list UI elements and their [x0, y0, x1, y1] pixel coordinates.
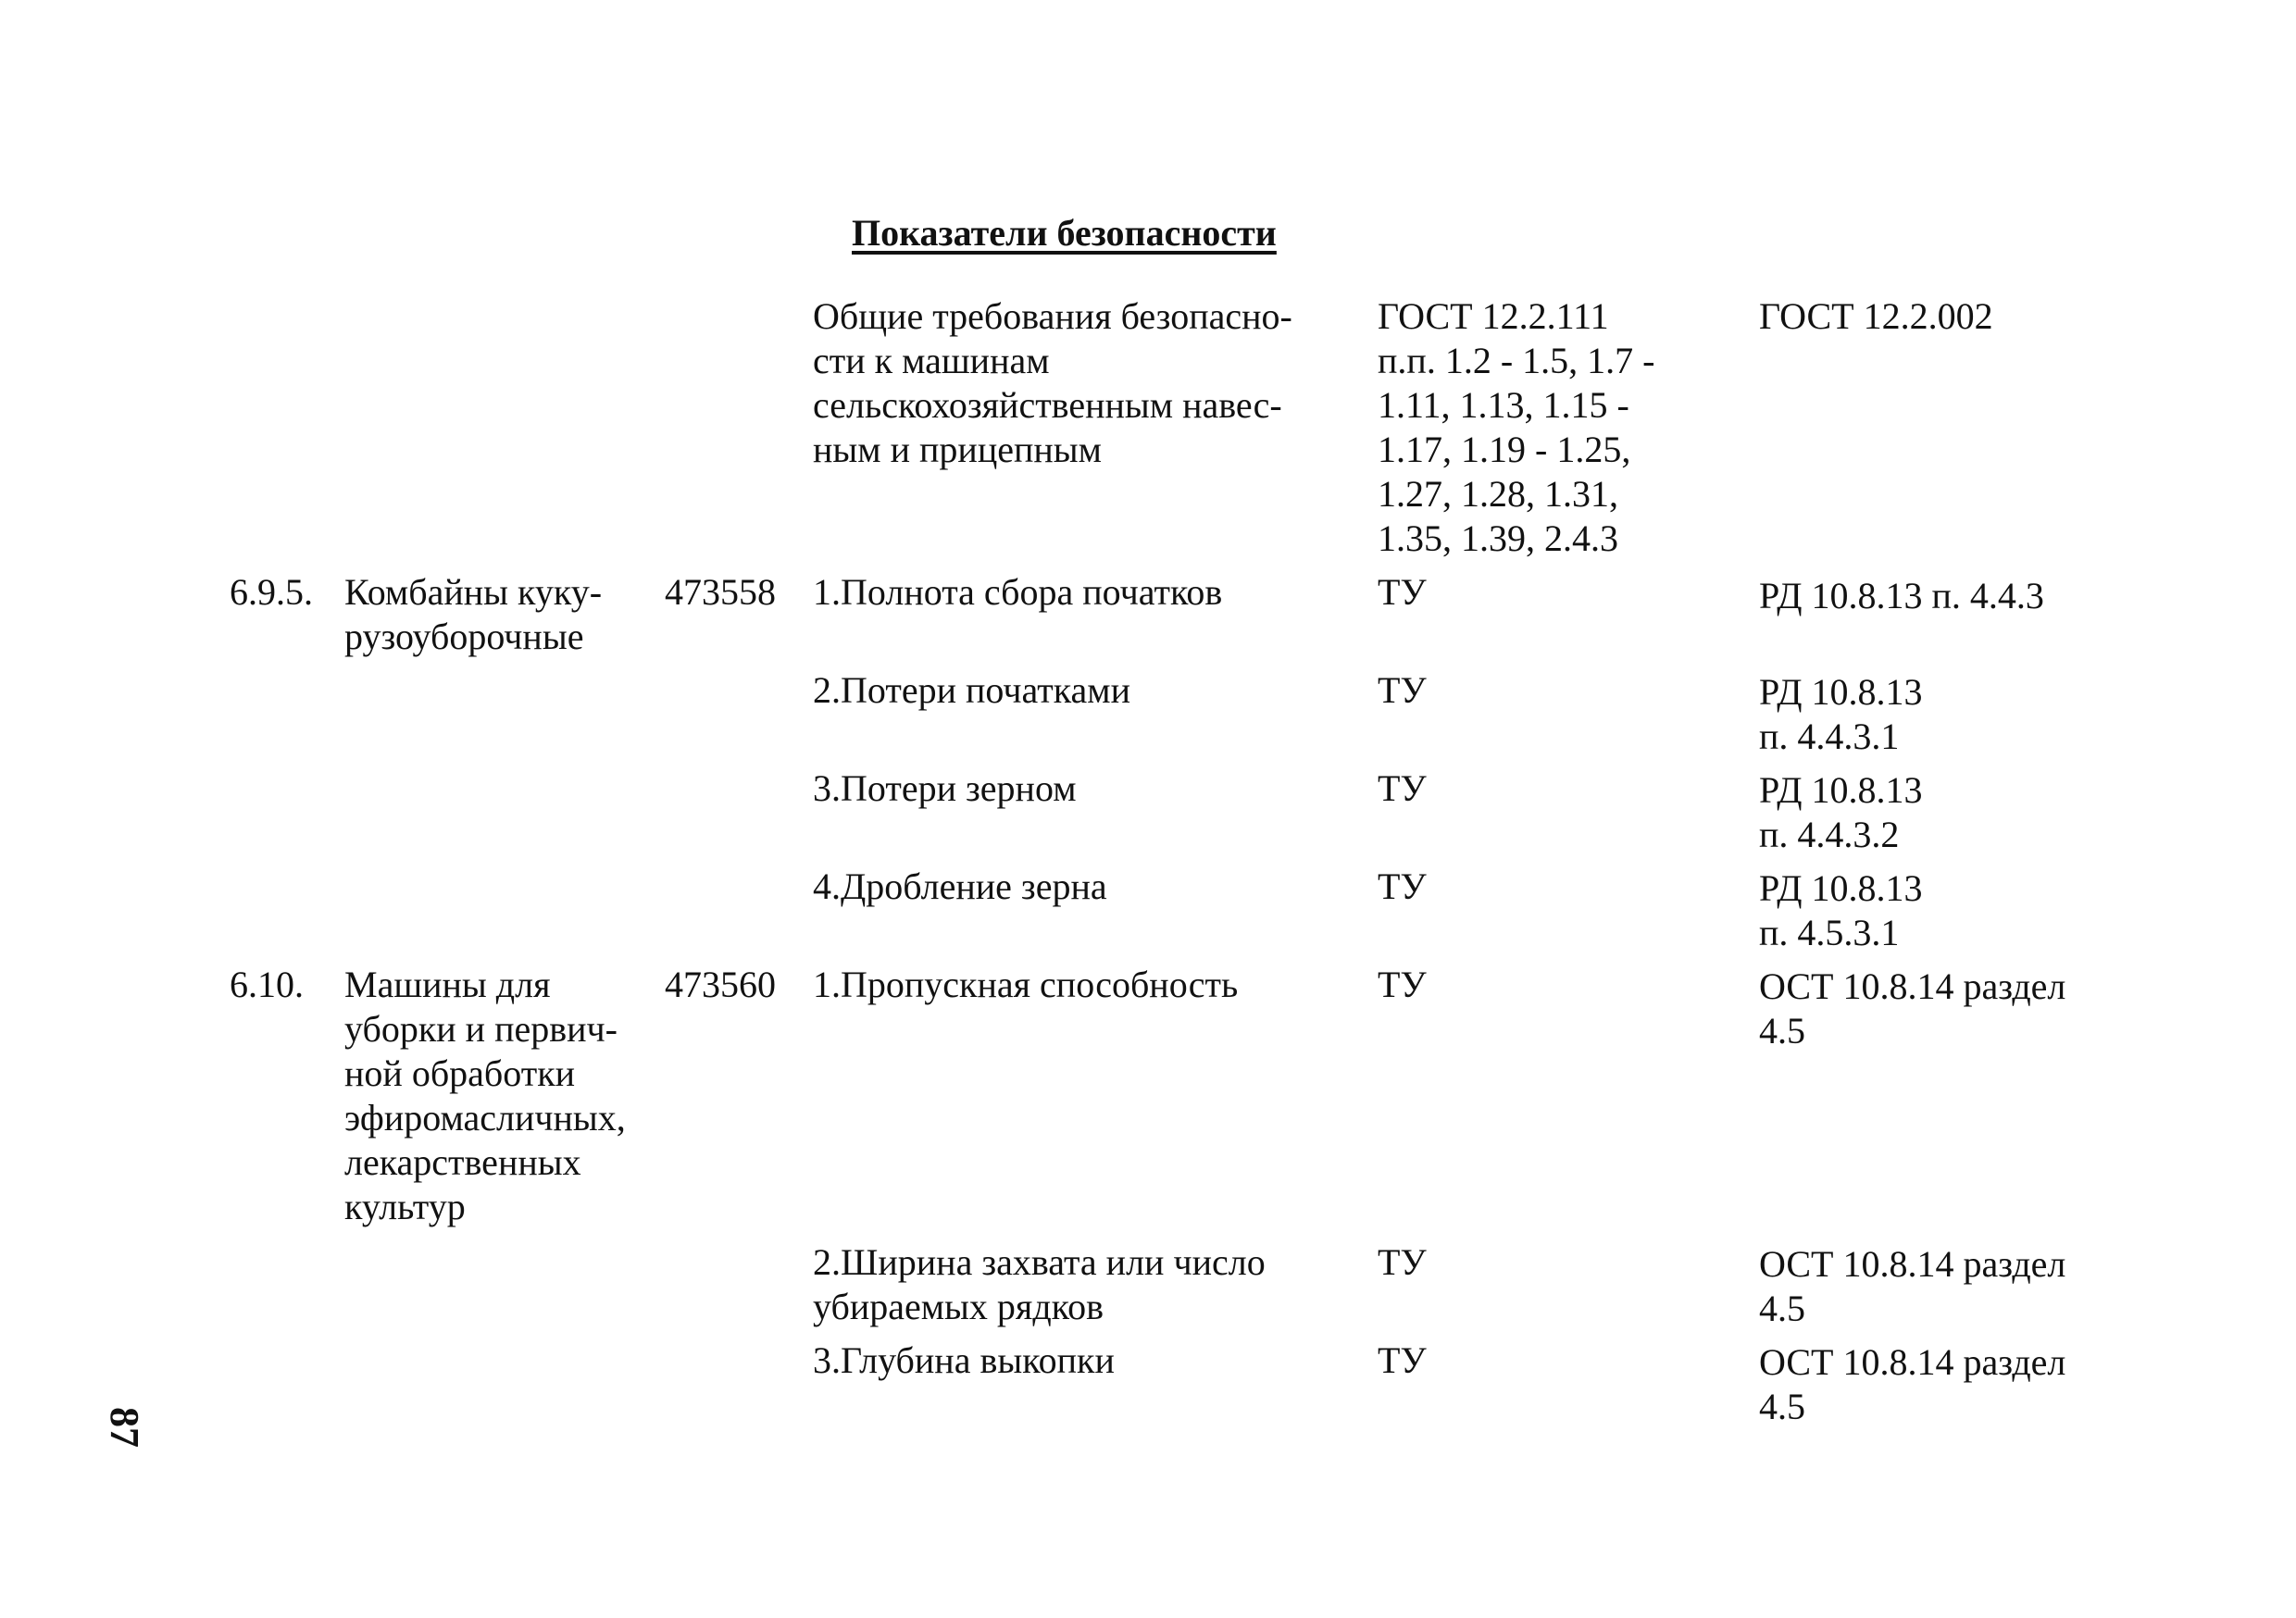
row-method: ОСТ 10.8.14 раздел 4.5 [1759, 965, 2066, 1052]
group-code: 473558 [665, 571, 776, 613]
row-method: ОСТ 10.8.14 раздел 4.5 [1759, 1243, 2066, 1329]
row-norm: ТУ [1378, 669, 1427, 711]
group-code: 473560 [665, 964, 776, 1005]
page-number: 87 [102, 1407, 147, 1448]
row-norm: ТУ [1378, 571, 1427, 613]
row-indicator: 1.Полнота сбора початков [813, 571, 1223, 613]
row-method: РД 10.8.13 п. 4.4.3.1 [1759, 671, 1923, 757]
group-number: 6.9.5. [230, 571, 313, 613]
row-method: РД 10.8.13 п. 4.5.3.1 [1759, 867, 1923, 953]
row-indicator: 3.Глубина выкопки [813, 1339, 1115, 1381]
group-name: Машины для уборки и первич- ной обработки эфиромасличных, лекарственных культур [344, 964, 626, 1227]
row-norm: ТУ [1378, 767, 1427, 809]
row-indicator: 1.Пропускная способность [813, 964, 1239, 1005]
row-norm: ТУ [1378, 1339, 1427, 1381]
group-name: Комбайны куку- рузоуборочные [344, 571, 603, 657]
row-method: ОСТ 10.8.14 раздел 4.5 [1759, 1341, 2066, 1427]
row-indicator: 2.Ширина захвата или число убираемых рядков [813, 1241, 1266, 1327]
row-indicator: 4.Дробление зерна [813, 865, 1107, 907]
row-indicator: 2.Потери початками [813, 669, 1130, 711]
general-indicator: Общие требования безопасно- сти к машинам сельскохозяйственным навес- ным и прицепным [813, 295, 1292, 470]
row-method: РД 10.8.13 п. 4.4.3.2 [1759, 769, 1923, 855]
general-method: ГОСТ 12.2.002 [1759, 295, 1993, 337]
section-title: Показатели безопасности [852, 212, 1277, 254]
row-indicator: 3.Потери зерном [813, 767, 1077, 809]
row-method: РД 10.8.13 п. 4.4.3 [1759, 575, 2044, 616]
row-norm: ТУ [1378, 964, 1427, 1005]
general-norm: ГОСТ 12.2.111 п.п. 1.2 - 1.5, 1.7 - 1.11, 1.13, 1.15 - 1.17, 1.19 - 1.25, 1.27, 1.28, 1.31, 1.35, 1.39, 2.4.3 [1378, 295, 1655, 559]
row-norm: ТУ [1378, 1241, 1427, 1283]
row-norm: ТУ [1378, 865, 1427, 907]
group-number: 6.10. [230, 964, 304, 1005]
